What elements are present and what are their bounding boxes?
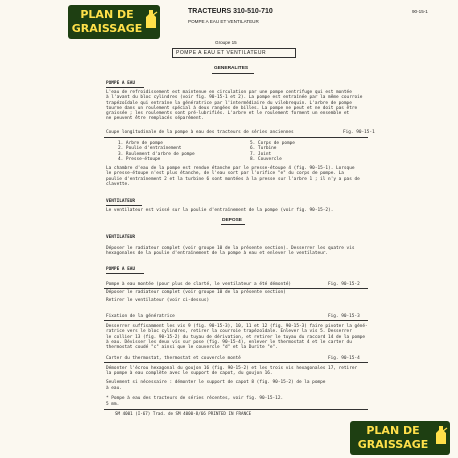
plan-de-graissage-logo: [68, 5, 160, 39]
logo-bottom-line2: GRAISSAGE: [357, 438, 429, 451]
figure-caption-coupe: Coupe longitudinale de la pompe à eau des tracteurs de séries anciennes: [106, 130, 294, 135]
oil-can-icon: [434, 424, 448, 446]
footnote-line1: * Pompe à eau des tracteurs de séries récentes, voir fig. 90-15-12.: [106, 396, 284, 401]
plan-de-graissage-logo-bottom: [350, 421, 450, 455]
section-heading-depose: DEPOSE: [222, 218, 242, 223]
page-reference: 90-15-1: [412, 9, 428, 14]
step-deposer-radiateur: Déposer le radiateur complet (voir groupe 10 de la présente section): [106, 290, 286, 295]
footer-printing: SM 4001 (I-67) Trad. de SM 4000-8/66 PRINTED IN FRANCE: [115, 411, 252, 416]
paragraph-presse-etoupe: La chambre d'eau de la pompe est rendue étanche par le presse-étoupe 4 (fig. 90-15-1). Lorsque le presse-étoupe n'est plus étanche, de l'eau sort par l'orifice "e" du corps de pompe. La poulie d'entraînement 2 et la turbine 6 sont montées à la presse sur l'arbre 1 ; il n'y a pas de clavette.: [106, 166, 360, 187]
step-fixation-generatrice: Fixation de la génératrice: [106, 314, 175, 319]
figure-number-carter: Fig. 90-15-4: [328, 356, 360, 361]
logo-line2: GRAISSAGE: [71, 22, 143, 35]
paragraph-demonter-ecrou: Démonter l'écrou hexagonal du goujon 16 (fig. 90-15-2) et les trois vis hexagonales 17, retirer la pompe à eau complète avec le support de capot, du goujon 16.: [106, 366, 358, 377]
figure-caption-carter: Carter du thermostat, thermostat et couvercle monté: [106, 356, 241, 361]
groupe-title: POMPE A EAU ET VENTILATEUR: [176, 50, 267, 56]
note-seulement-line1: Seulement si nécessaire : démonter le support de capot 8 (fig. 90-15-2) de la pompe: [106, 380, 326, 385]
paragraph-desserrer: Desserrer suffisamment les vis 9 (fig. 90-15-3), 10, 11 et 12 (fig. 90-15-3) faire pivoter la géné- ratrice vers le bloc cylindres, retirer la courroie trapézoïdale. Enlever la vis 5. Desserrer le collier 13 (fig. 90-15-2) du tuyau de dérivation, et retirer le tuyau du raccord 14 de la pompe à eau. Dévisser les deux vis sur pose (fig. 90-15-4), enlever le thermostat 4 et le carter du thermostat coudé "c" ainsi que le couvercle "d" et la Durite "e".: [106, 324, 368, 351]
paragraph-depose-ventilateur: Déposer le radiateur complet (voir groupe 10 de la présente section). Desserrer les quatre vis hexagonales de la poulie d'entraînement de la pompe à eau et enlever le ventilateur.: [106, 246, 355, 257]
step-pompe-montee-fig: Fig. 90-15-2: [328, 282, 360, 287]
figure-number-coupe: Fig. 90-15-1: [343, 130, 375, 135]
document-title: TRACTEURS 310-510-710: [188, 8, 273, 15]
footnote-line2: 5 mm.: [106, 401, 120, 407]
heading-ventilateur: VENTILATEUR: [106, 199, 136, 204]
section-heading-generalites: GENERALITES: [214, 66, 249, 71]
step-pompe-montee: Pompe à eau montée (pour plus de clarté, le ventilateur a été démonté): [106, 282, 292, 287]
paragraph-ventilateur: Le ventilateur est vissé sur la poulie d'entraînement de la pompe (voir fig. 90-15-2).: [106, 208, 334, 213]
document-subtitle: POMPE A EAU ET VENTILATEUR: [188, 19, 259, 24]
legend-left: 1. Arbre de pompe 2. Poulie d'entraînement 3. Roulement d'arbre de pompe 4. Presse-étoupe: [118, 141, 195, 162]
legend-right: 5. Corps de pompe 6. Turbine 7. Joint 8. Couvercle: [250, 141, 295, 162]
oil-can-icon: [144, 8, 158, 30]
groupe-label: Groupe 15: [215, 40, 237, 45]
heading-depose-ventilateur: VENTILATEUR: [106, 235, 136, 240]
logo-line1: PLAN DE: [80, 8, 134, 21]
logo-bottom-line1: PLAN DE: [366, 424, 420, 437]
step-fixation-generatrice-fig: Fig. 90-15-3: [328, 314, 360, 319]
heading-depose-pompe: POMPE A EAU: [106, 267, 136, 272]
paragraph-pompe-intro: L'eau de refroidissement est maintenue en circulation par une pompe centrifuge qui est montée à l'avant du bloc cylindres (voir fig. 90-15-1 et 2). La pompe est entraînée par la même courroie trapézoïdale qui entraîne la génératrice par l'intermédiaire du vilebrequin. L'arbre de pompe tourne dans un roulement spécial à deux rangées de billes. La pompe ne peut et ne doit pas être graissée ; les roulements sont pré-lubrifiés. L'arbre et le roulement forment un ensemble et ne peuvent être remplacés séparément.: [106, 90, 363, 122]
heading-pompe-a-eau: POMPE A EAU: [106, 81, 136, 86]
note-seulement-line2: à eau.: [106, 385, 122, 391]
step-retirer-ventilateur: Retirer le ventilateur (voir ci-dessus): [106, 298, 210, 303]
